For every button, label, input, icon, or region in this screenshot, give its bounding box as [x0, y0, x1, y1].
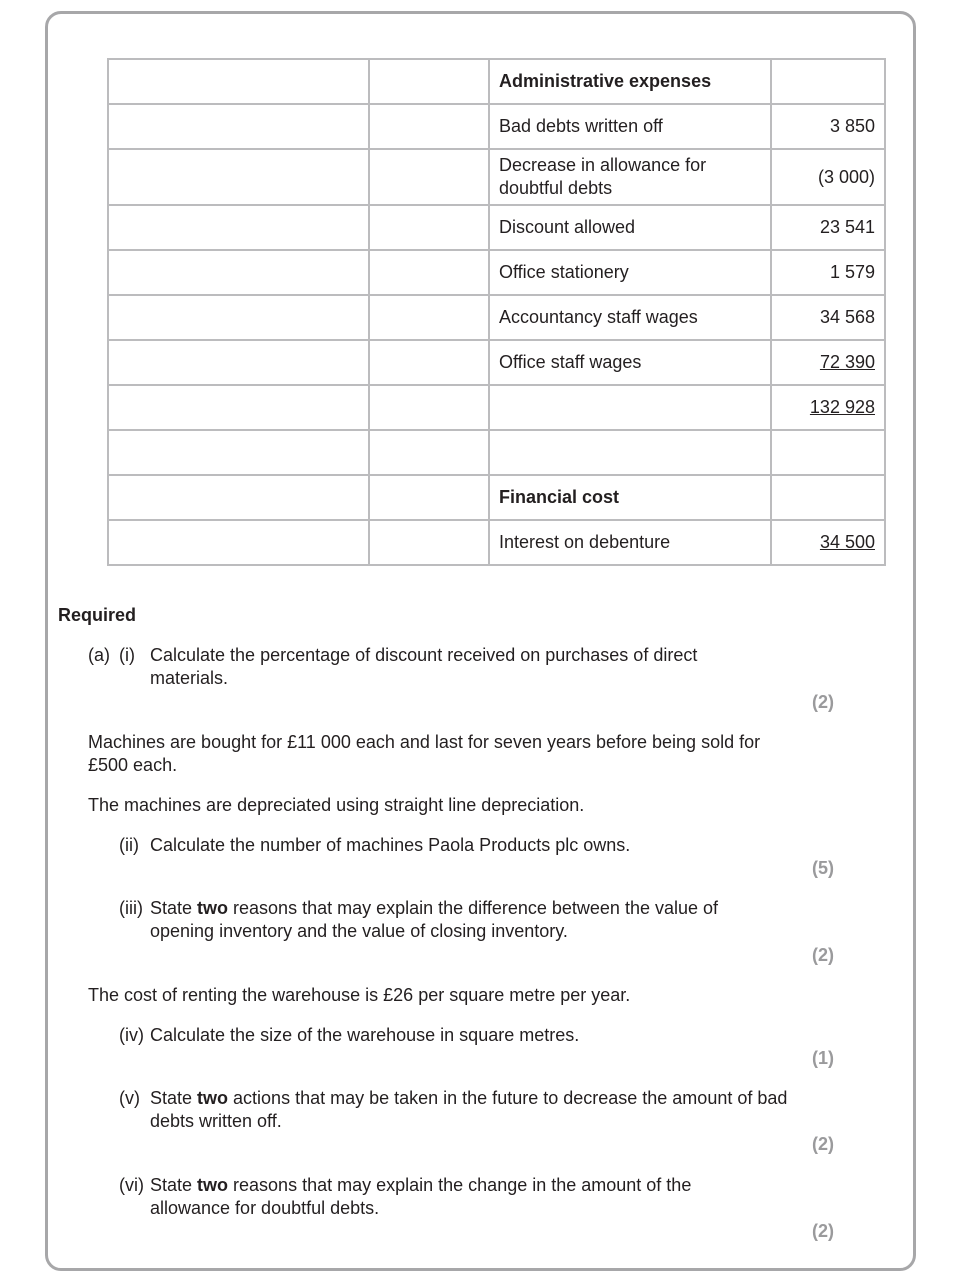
item-value: [771, 475, 885, 520]
empty-cell: [369, 149, 489, 205]
item-label: Accountancy staff wages: [489, 295, 771, 340]
q-i-marks: (2): [812, 692, 834, 712]
item-label: Discount allowed: [489, 205, 771, 250]
empty-cell: [108, 430, 369, 475]
q-iii-label: (iii): [119, 898, 143, 918]
empty-cell: [369, 59, 489, 104]
table-row: [108, 149, 885, 205]
table-row: [108, 59, 885, 104]
q-v-marks: (2): [812, 1134, 834, 1154]
table-row: [108, 520, 885, 565]
item-label: Bad debts written off: [489, 104, 771, 149]
q-i-text: Calculate the percentage of discount received on purchases of direct materials.: [150, 645, 698, 688]
q-v-label: (v): [119, 1088, 140, 1108]
empty-cell: [369, 385, 489, 430]
empty-cell: [369, 295, 489, 340]
q-i-label: (i): [119, 645, 135, 665]
empty-cell: [108, 205, 369, 250]
item-value-text: (3 000): [817, 166, 875, 187]
item-label: [489, 430, 771, 475]
table-row: [108, 475, 885, 520]
item-value: [771, 205, 885, 250]
item-value: [771, 295, 885, 340]
item-value-text: 3 850: [829, 116, 875, 136]
item-label: Administrative expenses: [489, 59, 771, 104]
q-ii-marks: (5): [812, 858, 834, 878]
q-iv-marks: (1): [812, 1048, 834, 1068]
item-label: Office staff wages: [489, 340, 771, 385]
empty-cell: [108, 475, 369, 520]
q-iv-text: Calculate the size of the warehouse in square metres.: [150, 1025, 580, 1045]
empty-cell: [369, 205, 489, 250]
item-value: [771, 385, 885, 430]
item-value: [771, 520, 885, 565]
item-label: Decrease in allowance for doubtful debts: [489, 149, 771, 205]
part-a-label: (a): [88, 645, 110, 665]
empty-cell: [369, 340, 489, 385]
item-label: Office stationery: [489, 250, 771, 295]
empty-cell: [369, 250, 489, 295]
empty-cell: [369, 104, 489, 149]
table-row: [108, 250, 885, 295]
empty-cell: [108, 340, 369, 385]
required-heading: Required: [58, 605, 137, 625]
empty-cell: [369, 430, 489, 475]
q-ii-label: (ii): [119, 835, 139, 855]
empty-cell: [108, 149, 369, 205]
item-value-text: 72 390: [819, 352, 875, 372]
table-row: [108, 430, 885, 475]
item-value: [771, 430, 885, 475]
empty-cell: [369, 475, 489, 520]
empty-cell: [108, 295, 369, 340]
warehouse-text: The cost of renting the warehouse is £26 per square metre per year.: [88, 985, 631, 1005]
q-iii-marks: (2): [812, 945, 834, 965]
item-value: [771, 104, 885, 149]
empty-cell: [108, 250, 369, 295]
item-value: [771, 149, 885, 205]
empty-cell: [108, 59, 369, 104]
empty-cell: [108, 104, 369, 149]
empty-cell: [108, 385, 369, 430]
item-label: [489, 385, 771, 430]
item-value: [771, 59, 885, 104]
q-vi-label: (vi): [119, 1175, 144, 1195]
machines-text: Machines are bought for £11 000 each and last for seven years before being sold for £500 each.: [88, 732, 761, 775]
table-row: [108, 385, 885, 430]
item-label: Interest on debenture: [489, 520, 771, 565]
item-value: [771, 250, 885, 295]
empty-cell: [369, 520, 489, 565]
item-value-text: 132 928: [809, 397, 875, 417]
q-vi-marks: (2): [812, 1221, 834, 1241]
q-vi-text: State two reasons that may explain the change in the amount of the allowance for doubtful debts.: [150, 1175, 692, 1218]
item-label: Financial cost: [489, 475, 771, 520]
table-row: [108, 205, 885, 250]
q-iii-text: State two reasons that may explain the difference between the value of opening inventory and the value of closing inventory.: [150, 898, 719, 941]
expenses-table: [107, 58, 886, 566]
depreciation-text: The machines are depreciated using straight line depreciation.: [88, 795, 585, 815]
q-iv-label: (iv): [119, 1025, 144, 1045]
item-value-text: 34 500: [819, 532, 875, 552]
q-v-text: State two actions that may be taken in the future to decrease the amount of bad debts written off.: [150, 1088, 788, 1131]
item-value-text: 23 541: [819, 217, 875, 237]
table-row: [108, 295, 885, 340]
table-row: [108, 104, 885, 149]
table-row: [108, 340, 885, 385]
q-ii-text: Calculate the number of machines Paola Products plc owns.: [150, 835, 631, 855]
empty-cell: [108, 520, 369, 565]
item-value-text: 34 568: [819, 307, 875, 327]
item-value: [771, 340, 885, 385]
item-value-text: 1 579: [829, 262, 875, 282]
